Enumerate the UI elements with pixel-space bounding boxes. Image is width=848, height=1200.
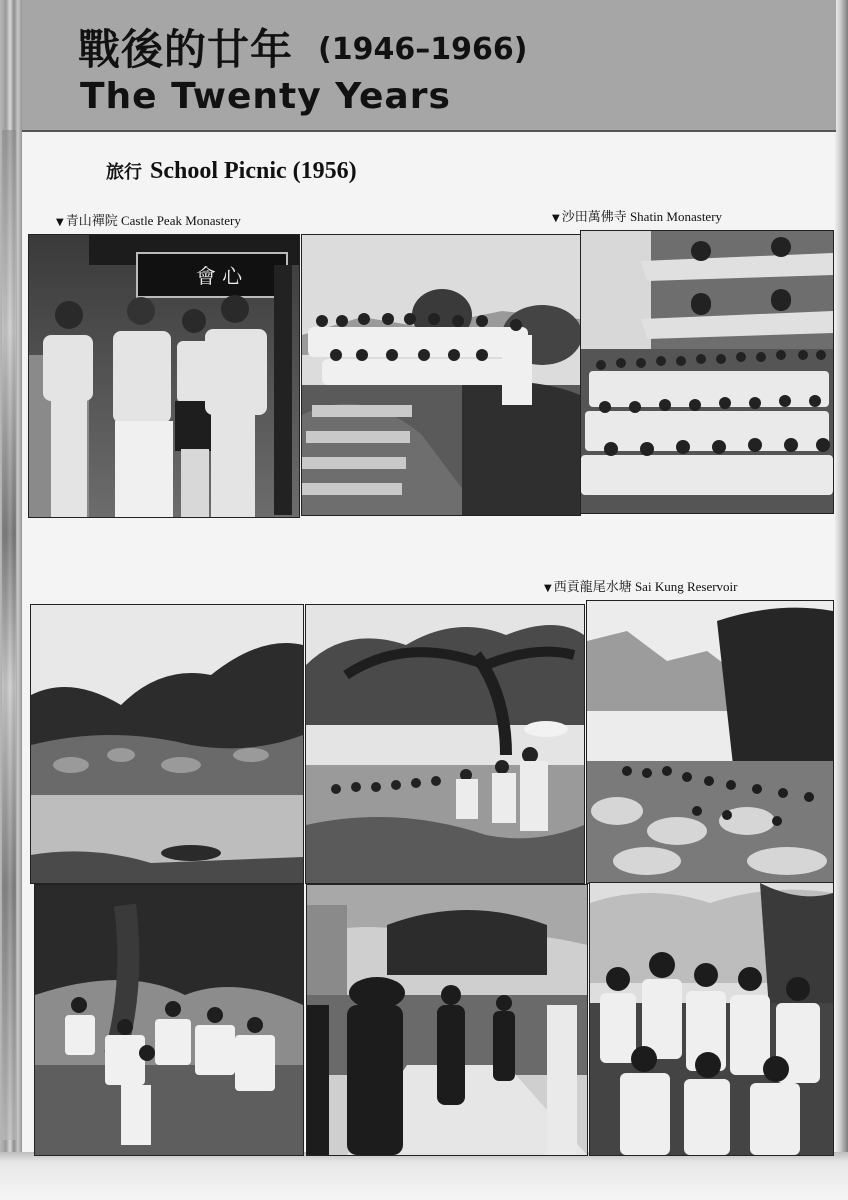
- caption-marker-icon: ▼: [544, 583, 552, 594]
- caption-shatin: [552, 206, 722, 225]
- chapter-years: (1946–1966): [318, 32, 528, 67]
- photo-castle-peak-group: [28, 234, 300, 518]
- section-title: [106, 158, 357, 185]
- caption-marker-icon: ▼: [552, 213, 560, 224]
- photo-signboard-text: 會 心: [195, 264, 243, 288]
- photo-sai-kung-hillside-crowd: [586, 600, 834, 884]
- photo-sai-kung-reservoir-water: [30, 604, 304, 884]
- photo-sai-kung-children-closeup: [589, 882, 834, 1156]
- scan-right-edge: [834, 0, 848, 1160]
- chapter-title-chinese: 戰後的廿年: [78, 25, 294, 74]
- caption-castle-peak-text: 青山禪院 Castle Peak Monastery: [65, 213, 241, 228]
- photo-shatin-pagoda: [580, 230, 834, 514]
- photo-castle-peak-steps: [301, 234, 581, 516]
- section-title-english: School Picnic (1956): [150, 158, 357, 184]
- photo-sai-kung-children-path: [306, 884, 588, 1156]
- scan-bottom-edge: [0, 1152, 848, 1200]
- photo-sai-kung-tree-group: [305, 604, 585, 884]
- section-title-chinese: 旅行: [106, 162, 142, 182]
- caption-marker-icon: ▼: [56, 217, 64, 228]
- caption-sai-kung-text: 西貢龍尾水塘 Sai Kung Reservoir: [553, 579, 738, 594]
- caption-shatin-text: 沙田萬佛寺 Shatin Monastery: [561, 209, 723, 224]
- scan-binding-strip: [2, 130, 16, 1140]
- caption-castle-peak: [56, 210, 241, 229]
- photo-sai-kung-rock-group: [34, 884, 304, 1156]
- caption-sai-kung: [544, 576, 738, 595]
- chapter-title-english: The Twenty Years: [80, 76, 451, 117]
